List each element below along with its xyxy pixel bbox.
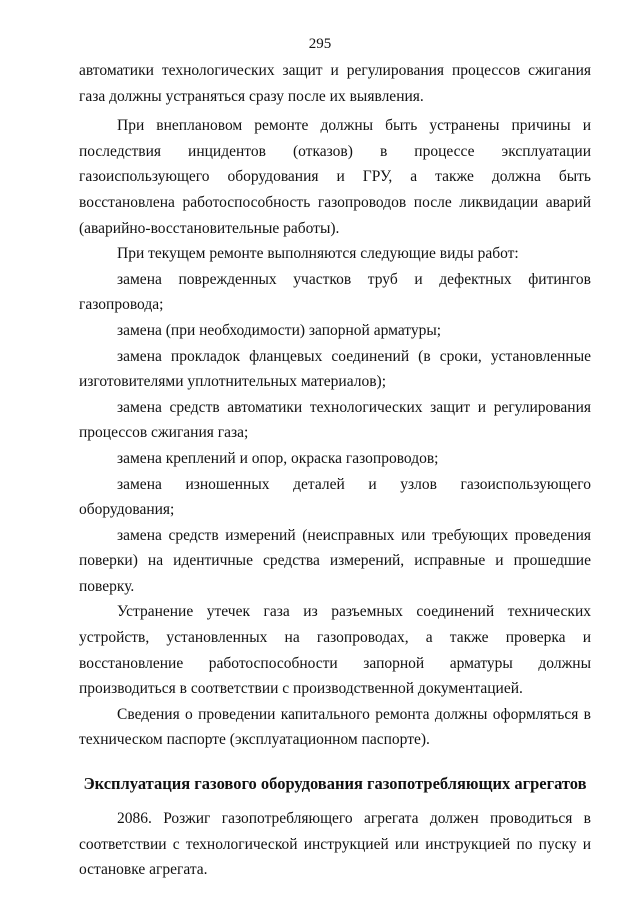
page-number: 295 bbox=[308, 36, 332, 52]
paragraph-leak-elimination: Устранение утечек газа из разъемных соединений технических устройств, установленных на газопроводах, а также проверка и восстановление работоспособности запорной арматуры должны производиться в соответствии с производственной документацией. bbox=[79, 603, 591, 698]
paragraph-capital-repair-records: Сведения о проведении капитального ремонта должны оформляться в техническом паспорте (эксплуатационном паспорте). bbox=[79, 705, 591, 749]
list-item-valve-replacement: замена (при необходимости) запорной арматуры; bbox=[117, 321, 442, 339]
list-item-pipe-replacement: замена поврежденных участков труб и дефектных фитингов газопровода; bbox=[79, 270, 591, 314]
section-heading: Эксплуатация газового оборудования газопотребляющих агрегатов bbox=[83, 774, 587, 794]
paragraph-2086: 2086. Розжиг газопотребляющего агрегата должен проводиться в соответствии с технологической инструкцией или инструкцией по пуску и остановке агрегата. bbox=[79, 810, 591, 879]
paragraph-current-repair-intro: При текущем ремонте выполняются следующие виды работ: bbox=[117, 245, 519, 263]
list-item-supports-painting: замена креплений и опор, окраска газопроводов; bbox=[117, 449, 439, 467]
list-item-gasket-replacement: замена прокладок фланцевых соединений (в сроки, установленные изготовителями уплотнительных материалов); bbox=[79, 347, 591, 391]
paragraph-continuation: автоматики технологических защит и регулирования процессов сжигания газа должны устраняться сразу после их выявления. bbox=[79, 62, 591, 105]
list-item-measuring-instruments: замена средств измерений (неисправных или требующих проведения поверки) на идентичные средства измерений, исправные и прошедшие поверку. bbox=[79, 526, 591, 595]
list-item-automation-replacement: замена средств автоматики технологических защит и регулирования процессов сжигания газа; bbox=[79, 398, 591, 442]
document-body bbox=[79, 58, 591, 883]
paragraph-unscheduled-repair: При внеплановом ремонте должны быть устранены причины и последствия инцидентов (отказов) в процессе эксплуатации газоиспользующего оборудования и ГРУ, а также должна быть восстановлена работоспособность газопроводов после ликвидации аварий (аварийно-восстановительные работы). bbox=[79, 117, 591, 237]
list-item-worn-parts: замена изношенных деталей и узлов газоиспользующего оборудования; bbox=[79, 475, 591, 519]
